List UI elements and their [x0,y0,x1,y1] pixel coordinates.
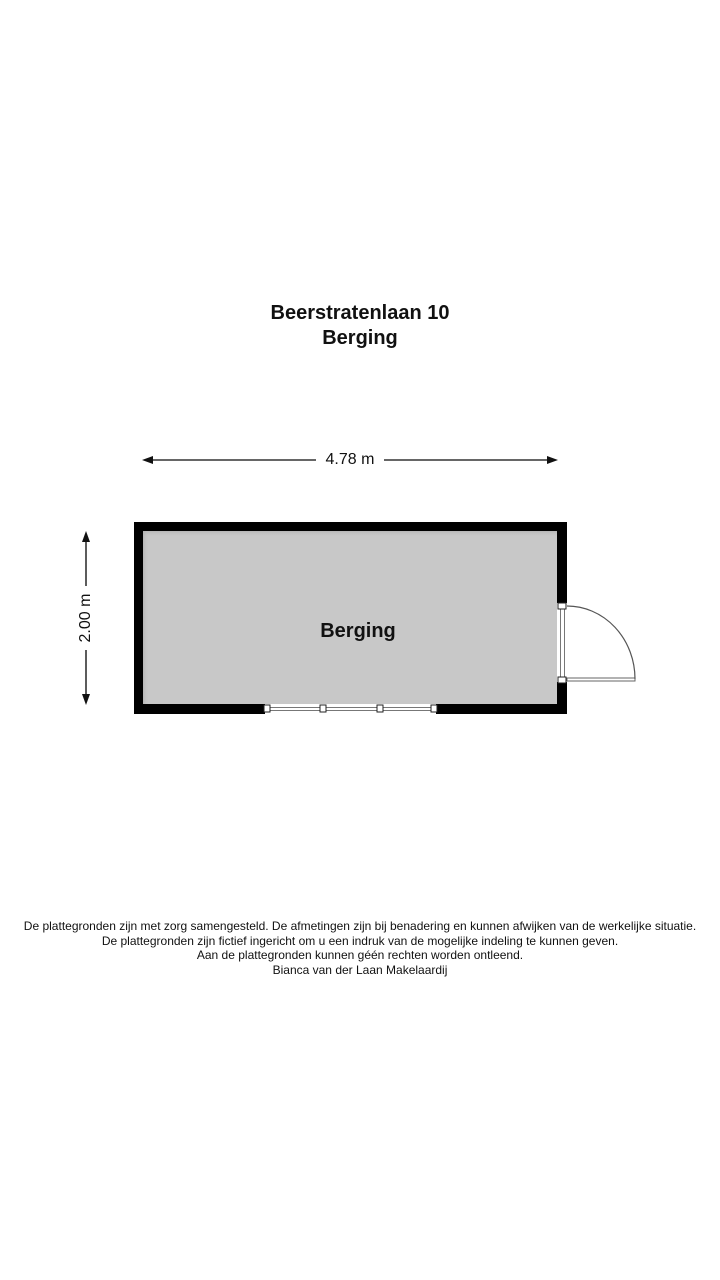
disclaimer-line: De plattegronden zijn met zorg samengesteld. De afmetingen zijn bij benadering en kunnen afwijken van de werkelijke situatie. [23,919,697,933]
plan-address-title: Beerstratenlaan 10 [270,302,450,324]
width-dimension-label: 4.78 m [316,450,384,470]
disclaimer-agency: Bianca van der Laan Makelaardij [272,962,448,977]
disclaimer [0,919,720,977]
depth-dimension-label: 2.00 m [76,586,96,650]
arrow-up-icon [82,531,90,542]
window-bottom [264,704,437,714]
room-berging [143,531,557,704]
disclaimer-line: Aan de plattegronden kunnen géén rechten worden ontleend. [196,948,524,962]
door-right [557,603,635,683]
disclaimer-line: De plattegronden zijn fictief ingericht om u een indruk van de mogelijke indeling te kunnen geven. [101,933,619,948]
arrow-right-icon [547,456,558,464]
arrow-down-icon [82,694,90,705]
room-label-berging: Berging [320,620,396,642]
plan-floor-title: Berging [322,327,398,349]
arrow-left-icon [142,456,153,464]
